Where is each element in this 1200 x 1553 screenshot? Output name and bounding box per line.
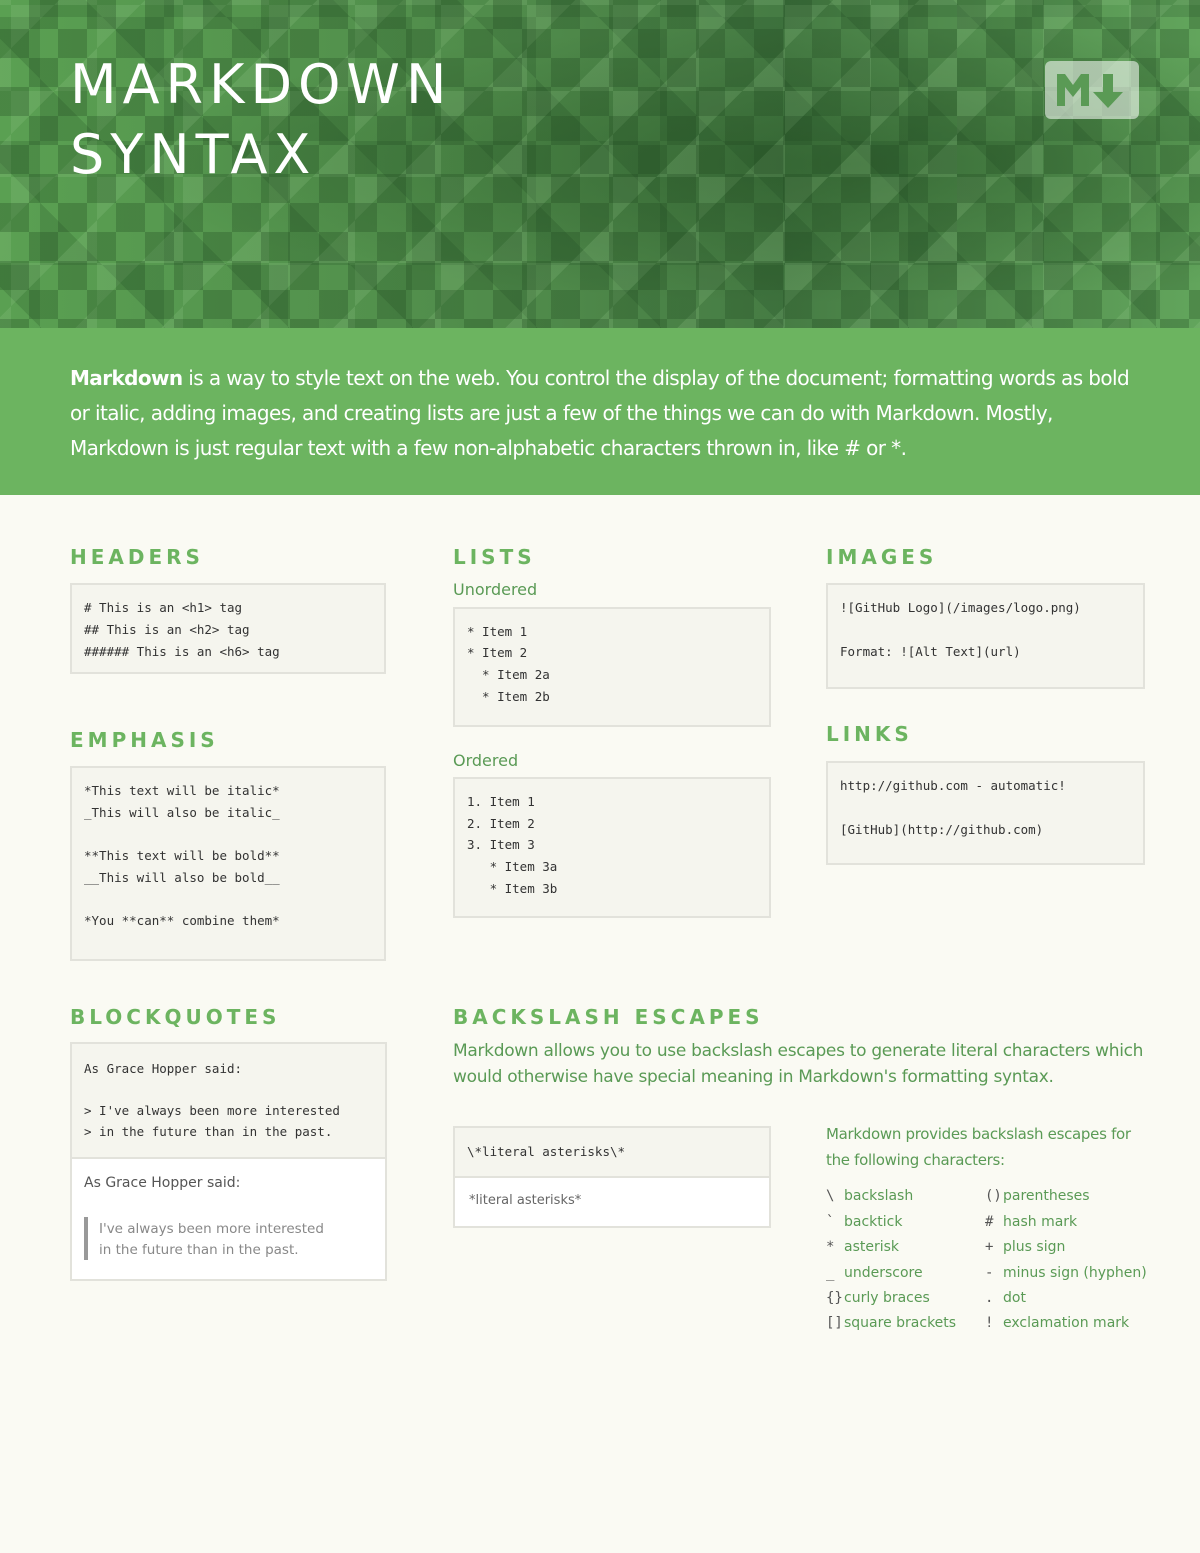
section-title-blockquotes: BLOCKQUOTES [70,1005,281,1029]
escape-name: hash mark [1003,1214,1078,1230]
escape-char: \ [826,1188,835,1204]
unordered-label: Unordered [453,580,538,599]
code-line: # This is an <h1> tag [84,600,243,615]
blockquote-code-box [70,1042,387,1159]
escape-char: * [826,1239,835,1255]
escape-name: asterisk [844,1239,900,1255]
escape-name: underscore [844,1265,923,1281]
code-line: _This will also be italic_ [84,805,280,820]
code-line: 1. Item 1 [467,794,535,809]
escape-name: square brackets [844,1315,957,1331]
escape-char: . [985,1290,994,1306]
code-line: http://github.com - automatic! [840,778,1066,793]
section-title-headers: HEADERS [70,545,204,569]
escape-char: {} [826,1290,843,1306]
code-line: **This text will be bold** [84,848,280,863]
code-line: __This will also be bold__ [84,870,280,885]
intro-band [0,328,1200,495]
code-line: * Item 1 [467,624,528,639]
escape-char: ` [826,1214,835,1230]
escape-name: minus sign (hyphen) [1003,1265,1147,1281]
code-line: * Item 2b [467,689,550,704]
unordered-code-box [453,607,771,727]
section-title-emphasis: EMPHASIS [70,728,219,752]
emphasis-code-box [70,766,386,961]
escape-char: () [985,1188,1002,1204]
section-title-links: LINKS [826,722,913,746]
escape-list-right [985,1188,1185,1338]
code-line: > I've always been more interested [84,1103,340,1118]
code-line: * Item 3a [467,859,558,874]
escape-char: _ [826,1265,835,1281]
escape-char: # [985,1214,994,1230]
escape-char: [] [826,1315,843,1331]
backslash-code-box [453,1126,771,1178]
intro-lead: Markdown [70,366,183,390]
code-line: > in the future than in the past. [84,1124,333,1139]
escape-name: backslash [844,1188,914,1204]
rendered-text: *literal asterisks* [469,1193,582,1208]
code-line: *You **can** combine them* [84,913,280,928]
ordered-code-box [453,777,771,918]
code-line: *This text will be italic* [84,783,280,798]
escape-name: parentheses [1003,1188,1090,1204]
code-line: * Item 3b [467,881,558,896]
title-line-2: SYNTAX [70,123,317,186]
escape-name: dot [1003,1290,1026,1306]
title-line-1: MARKDOWN [70,53,453,116]
code-line: * Item 2a [467,667,550,682]
escape-list-left [826,1188,986,1338]
quote-bar [84,1217,88,1260]
code-line: ###### This is an <h6> tag [84,644,280,659]
code-line: Format: ![Alt Text](url) [840,644,1021,659]
images-code-box [826,583,1145,689]
escape-char: - [985,1265,994,1281]
hero-banner [0,0,1200,328]
page-title [70,50,452,190]
code-line: ![GitHub Logo](/images/logo.png) [840,600,1081,615]
escape-name: curly braces [844,1290,930,1306]
intro-text: is a way to style text on the web. You control the display of the document; formatting words as bold or italic, adding images, and creating lists are just a few of the things we can do with Markdown. Mostly, Markdown is just regular text with a few non-alphabetic characters thrown in, like # or *. [70,366,1130,460]
code-line: \*literal asterisks\* [467,1144,626,1159]
headers-code-box [70,583,386,674]
code-line: As Grace Hopper said: [84,1061,243,1076]
markdown-logo-icon [1045,61,1139,119]
escape-name: backtick [844,1214,903,1230]
escape-name: plus sign [1003,1239,1066,1255]
escape-char: ! [985,1315,994,1331]
section-title-backslash: BACKSLASH ESCAPES [453,1005,764,1029]
backslash-rendered-box [453,1178,771,1228]
code-line: 2. Item 2 [467,816,535,831]
code-line: * Item 2 [467,645,528,660]
code-line: ## This is an <h2> tag [84,622,250,637]
escape-name: exclamation mark [1003,1315,1130,1331]
blockquote-rendered-box [70,1159,387,1281]
rendered-intro: As Grace Hopper said: [84,1175,241,1191]
links-code-box [826,761,1145,865]
rendered-quote-line: in the future than in the past. [99,1242,299,1258]
rendered-quote [99,1219,324,1261]
code-line: [GitHub](http://github.com) [840,822,1044,837]
intro-paragraph [70,361,1150,466]
escape-char: + [985,1239,994,1255]
section-title-images: IMAGES [826,545,938,569]
code-line: 3. Item 3 [467,837,535,852]
provides-text: Markdown provides backslash escapes for the following characters: [826,1125,1131,1169]
ordered-label: Ordered [453,751,519,770]
rendered-quote-line: I've always been more interested [99,1221,324,1237]
section-title-lists: LISTS [453,545,536,569]
backslash-description: Markdown allows you to use backslash escapes to generate literal characters which would otherwise have special meaning in Markdown's formatting syntax. [453,1041,1144,1087]
